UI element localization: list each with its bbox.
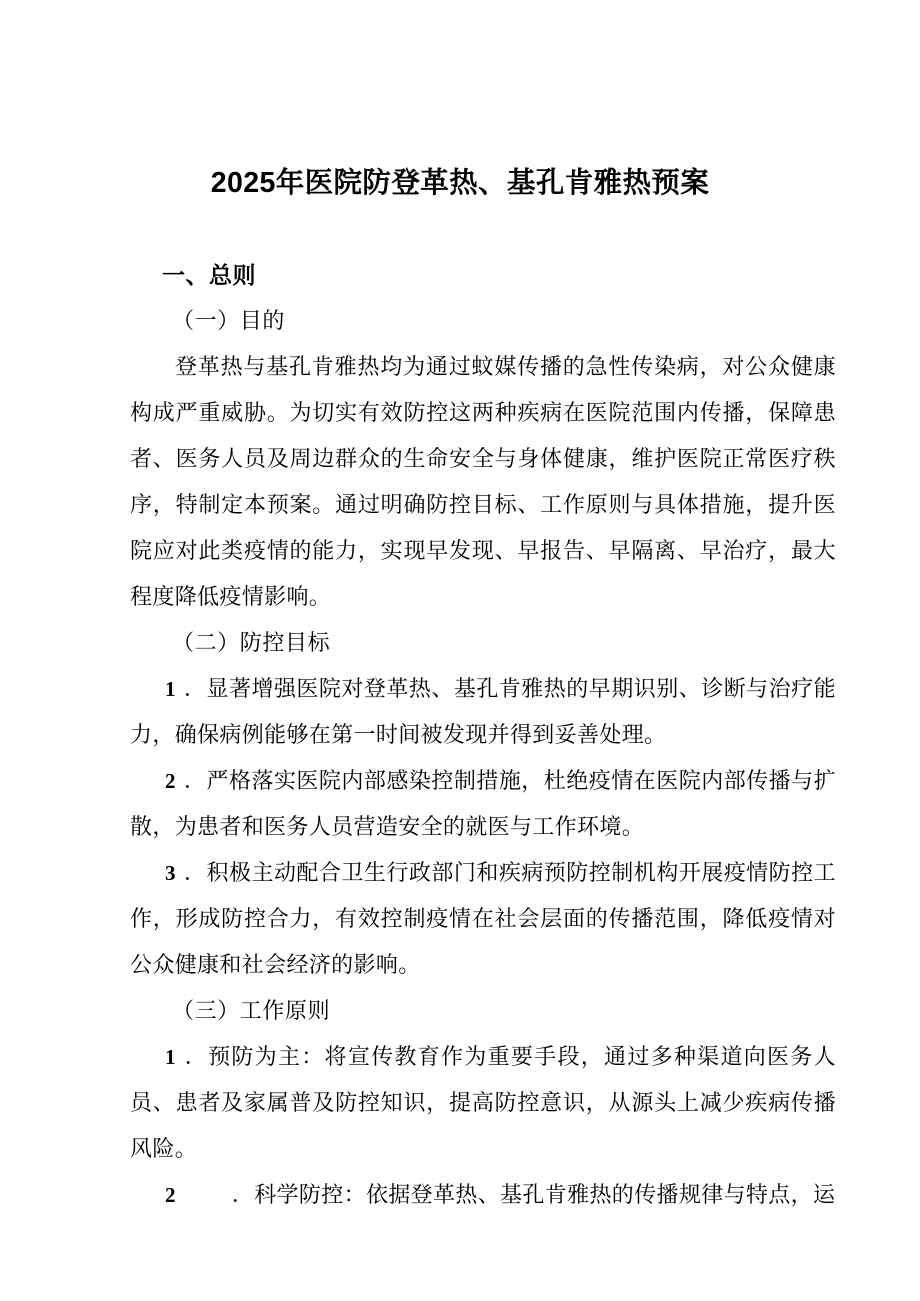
list-item-text: ．预防为主：将宣传教育作为重要手段，通过多种渠道向医务人员、患者及家属普及防控知识，提高防控意识，从源头上减少疾病传播风险。 xyxy=(130,1044,836,1161)
list-item-text: ．科学防控：依据登革热、基孔肯雅热的传播规律与特点，运 xyxy=(231,1182,836,1207)
list-item-text: ．严格落实医院内部感染控制措施，杜绝疫情在医院内部传播与扩散，为患者和医务人员营造安全的就医与工作环境。 xyxy=(130,768,836,839)
list-item-text: ．积极主动配合卫生行政部门和疾病预防控制机构开展疫情防控工作，形成防控合力，有效控制疫情在社会层面的传播范围，降低疫情对公众健康和社会经济的影响。 xyxy=(130,860,836,977)
list-item-principle-1 xyxy=(130,1034,836,1172)
section-heading-general-principles: 一、总则 xyxy=(162,262,256,288)
subsection-heading-control-goals: （二）防控目标 xyxy=(172,630,331,655)
subsection-heading-purpose: （一）目的 xyxy=(172,308,286,333)
list-item-goal-1 xyxy=(130,666,836,758)
list-marker: 2 xyxy=(165,1183,176,1207)
list-marker: 2 xyxy=(165,769,176,793)
list-marker: 1 xyxy=(165,677,176,701)
list-marker: 1 xyxy=(165,1045,176,1069)
list-item-text: ．显著增强医院对登革热、基孔肯雅热的早期识别、诊断与治疗能力，确保病例能够在第一时间被发现并得到妥善处理。 xyxy=(130,676,836,747)
document-body xyxy=(130,252,836,1218)
subsection-heading-work-principles: （三）工作原则 xyxy=(172,998,331,1023)
list-item-principle-2 xyxy=(130,1172,836,1218)
list-item-goal-2 xyxy=(130,758,836,850)
list-item-goal-3 xyxy=(130,850,836,988)
page-title: 2025年医院防登革热、基孔肯雅热预案 xyxy=(210,167,710,199)
paragraph-purpose-body: 登革热与基孔肯雅热均为通过蚊媒传播的急性传染病，对公众健康构成严重威胁。为切实有效防控这两种疾病在医院范围内传播，保障患者、医务人员及周边群众的生命安全与身体健康，维护医院正常医疗秩序，特制定本预案。通过明确防控目标、工作原则与具体措施，提升医院应对此类疫情的能力，实现早发现、早报告、早隔离、早治疗，最大程度降低疫情影响。 xyxy=(130,354,836,609)
list-marker: 3 xyxy=(165,861,176,885)
